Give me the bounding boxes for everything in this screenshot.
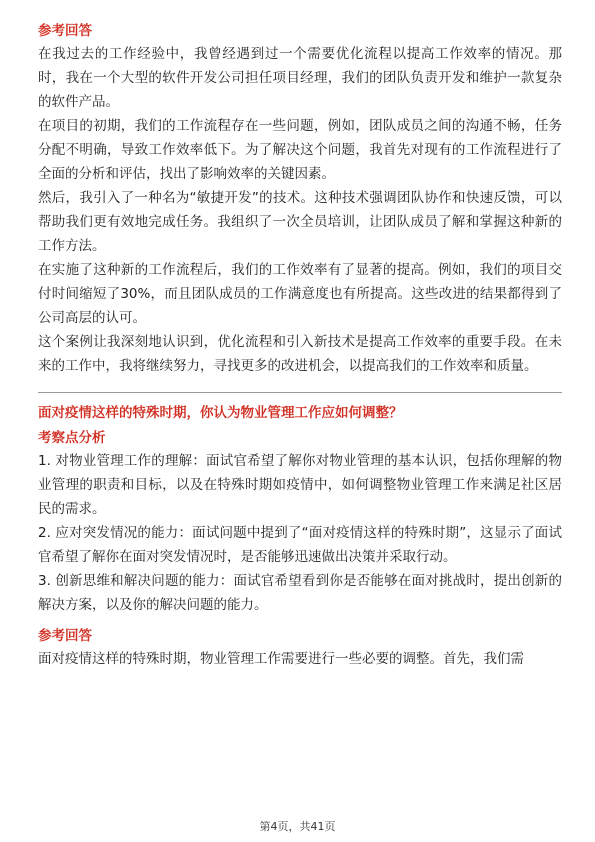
section-divider <box>38 392 562 393</box>
answer-paragraph: 在项目的初期，我们的工作流程存在一些问题，例如，团队成员之间的沟通不畅，任务分配不明确，导致工作效率低下。为了解决这个问题，我首先对现有的工作流程进行了全面的分析和评估，找出了影响效率的关键因素。 <box>38 118 562 182</box>
question-title: 面对疫情这样的特殊时期，你认为物业管理工作应如何调整？ <box>38 405 403 421</box>
analysis-item: 3. 创新思维和解决问题的能力：面试官希望看到你是否能够在面对挑战时，提出创新的解决方案，以及你的解决问题的能力。 <box>38 573 562 613</box>
document-page <box>38 20 562 671</box>
answer-paragraph: 然后，我引入了一种名为“敏捷开发”的技术。这种技术强调团队协作和快速反馈，可以帮助我们更有效地完成任务。我组织了一次全员培训，让团队成员了解和掌握这种新的工作方法。 <box>38 190 562 254</box>
answer-heading: 参考回答 <box>38 23 92 39</box>
analysis-item: 1. 对物业管理工作的理解：面试官希望了解你对物业管理的基本认识，包括你理解的物业管理的职责和目标，以及在特殊时期如疫情中，如何调整物业管理工作来满足社区居民的需求。 <box>38 453 562 517</box>
answer-paragraph: 在实施了这种新的工作流程后，我们的工作效率有了显著的提高。例如，我们的项目交付时间缩短了30%，而且团队成员的工作满意度也有所提高。这些改进的结果都得到了公司高层的认可。 <box>38 262 562 326</box>
answer-paragraph: 面对疫情这样的特殊时期，物业管理工作需要进行一些必要的调整。首先，我们需 <box>38 651 524 667</box>
answer-heading: 参考回答 <box>38 628 92 644</box>
page-footer: 第4页，共41页 <box>259 820 336 833</box>
answer-paragraph: 在我过去的工作经验中，我曾经遇到过一个需要优化流程以提高工作效率的情况。那时，我在一个大型的软件开发公司担任项目经理，我们的团队负责开发和维护一款复杂的软件产品。 <box>38 46 562 110</box>
analysis-heading: 考察点分析 <box>38 430 106 446</box>
answer-paragraph: 这个案例让我深刻地认识到，优化流程和引入新技术是提高工作效率的重要手段。在未来的工作中，我将继续努力，寻找更多的改进机会，以提高我们的工作效率和质量。 <box>38 334 562 374</box>
analysis-item: 2. 应对突发情况的能力：面试问题中提到了“面对疫情这样的特殊时期”，这显示了面试官希望了解你在面对突发情况时，是否能够迅速做出决策并采取行动。 <box>38 525 562 565</box>
